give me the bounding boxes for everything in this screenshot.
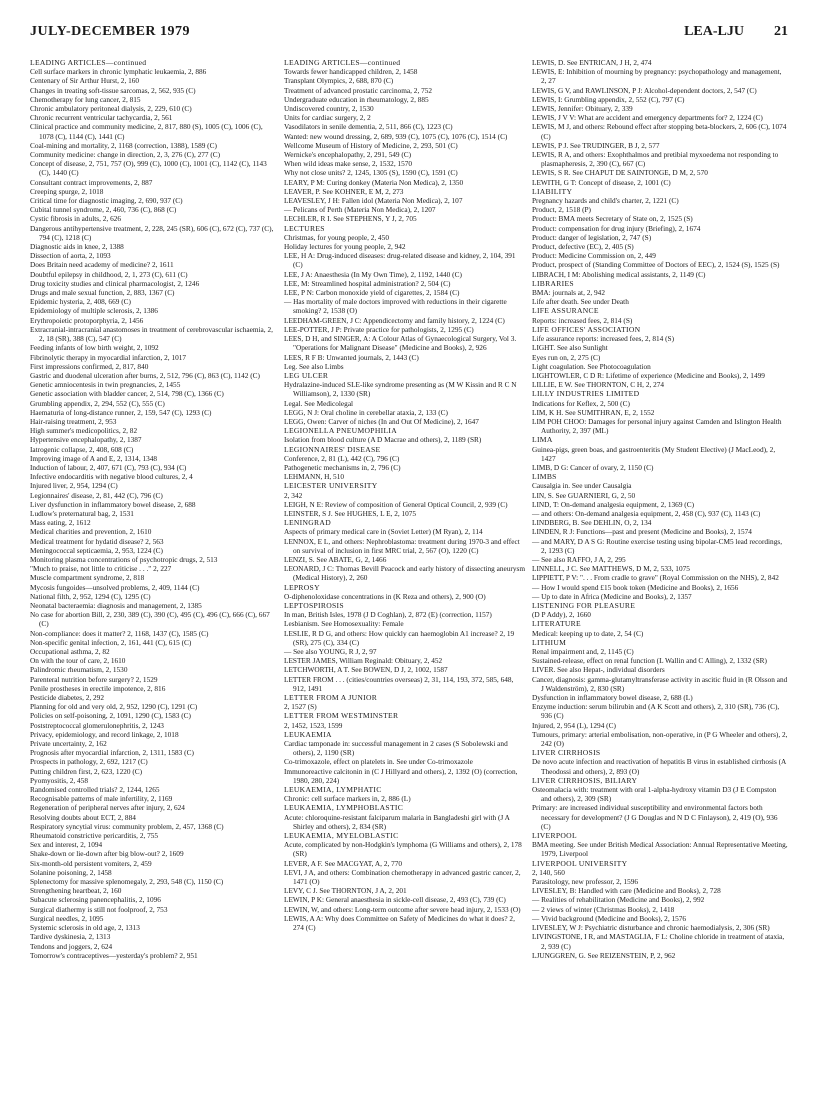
- index-entry: LIM, K H. See SUMITHRAN, E, 2, 1552: [532, 407, 655, 417]
- index-entry: Chronic recurrent ventricular tachycardia, 2, 561: [30, 113, 173, 123]
- index-entry: Diagnostic aids in knee, 2, 1388: [30, 242, 124, 252]
- index-entry: LETTER FROM . . . (cities/countries overseas) 2, 31, 114, 193, 372, 585, 648, 912, 1491: [284, 674, 514, 693]
- index-entry: On with the tour of care, 2, 1610: [30, 656, 126, 666]
- index-entry: Medical charities and prevention, 2, 1610: [30, 527, 152, 537]
- index-entry: LEGG, Owen: Carver of niches (In and Out Of Medicine), 2, 1647: [284, 416, 479, 426]
- index-entry: Genetic association with bladder cancer, 2, 514, 798 (C), 1366 (C): [30, 389, 224, 399]
- index-entry: Isolation from blood culture (A D Macrae and others), 2, 1189 (SR): [284, 435, 482, 445]
- index-entry: Why not close units? 2, 1245, 1305 (S), 1590 (C), 1591 (C): [284, 168, 458, 178]
- index-entry: Indications for Keflex, 2, 500 (C): [532, 398, 630, 408]
- index-entry: Haematuria of long-distance runner, 2, 159, 547 (C), 1293 (C): [30, 407, 212, 417]
- index-heading: LIFE ASSURANCE: [532, 306, 599, 316]
- index-entry: LEWIS, E: Inhibition of mourning by pregnancy: psychopathology and management, 2, 27: [532, 67, 782, 86]
- index-entry: Extracranial-intracranial anastomoses in treatment of cerebrovascular ischaemia, 2, 2, 18 (SR), 388 (C), 547 (C): [30, 324, 273, 344]
- index-entry: Iatrogenic collapse, 2, 408, 608 (C): [30, 444, 134, 454]
- index-entry: LEONARD, J C: Thomas Bevill Peacock and early history of dissecting aneurysm (Medical History), 2, 260: [284, 564, 526, 583]
- index-entry: Ludlow's preternatural bag, 2, 1531: [30, 508, 134, 518]
- index-entry: Chronic ambulatory peritoneal dialysis, 2, 229, 610 (C): [30, 104, 192, 114]
- index-entry: Product, defective (EC), 2, 405 (S): [532, 242, 634, 252]
- index-entry: Community medicine: change in direction, 2, 3, 276 (C), 277 (C): [30, 150, 221, 160]
- index-entry: Hair-raising treatment, 2, 953: [30, 416, 117, 426]
- index-entry: Epidemic hysteria, 2, 408, 669 (C): [30, 297, 131, 307]
- index-heading: LEUKAEMIA, LYMPHOBLASTIC: [284, 803, 404, 813]
- index-entry: Dysfunction in inflammatory bowel disease, 2, 688 (L): [532, 693, 693, 703]
- index-entry: Does Britain need academy of medicine? 2, 1611: [30, 260, 174, 270]
- index-entry: Aspects of primary medical care in (Soviet Letter) (M Ryan), 2, 114: [284, 527, 483, 537]
- index-entry: Induction of labour, 2, 407, 671 (C), 793 (C), 934 (C): [30, 462, 187, 472]
- index-entry: Injured, 2, 954 (L), 1294 (C): [532, 720, 616, 730]
- index-heading: LIFE OFFICES' ASSOCIATION: [532, 324, 641, 334]
- index-entry: Monitoring plasma concentrations of psychotropic drugs, 2, 513: [30, 554, 218, 564]
- index-entry: Erythropoietic protoporphyria, 2, 1456: [30, 315, 144, 325]
- index-entry: Lesbianism. See Homosexuality: Female: [284, 619, 404, 629]
- index-entry: Dangerous antihypertensive treatment, 2, 228, 245 (SR), 606 (C), 672 (C), 737 (C), 794 (C), 1218 (C): [30, 223, 274, 242]
- index-entry: Treatment of advanced prostatic carcinoma, 2, 752: [284, 85, 433, 95]
- index-entry: LEE, P N: Carbon monoxide yield of cigarettes, 2, 1584 (C): [284, 288, 460, 298]
- index-entry: LILLIE, E W. See THORNTON, C H, 2, 274: [532, 380, 665, 390]
- index-heading: LEPROSY: [284, 582, 320, 592]
- index-entry: LEWITH, G T: Concept of disease, 2, 1001 (C): [532, 177, 671, 187]
- index-entry: Medical: keeping up to date, 2, 54 (C): [532, 628, 644, 638]
- index-entry: 2, 1527 (S): [284, 702, 317, 712]
- index-entry: Consultant contract improvements, 2, 887: [30, 177, 153, 187]
- index-entry: Immunoreactive calcitonin in (C J Hillyard and others), 2, 1392 (O) (correction, 1980, 280, 224): [284, 766, 518, 785]
- index-entry: — Vivid background (Medicine and Books), 2, 1576: [532, 913, 687, 923]
- index-entry: LEAVER, P. See KOHNER, E M, 2, 273: [284, 186, 404, 196]
- index-heading: LEGIONNAIRES' DISEASE: [284, 444, 381, 454]
- index-entry: Neonatal bacteraemia: diagnosis and management, 2, 1385: [30, 600, 202, 610]
- index-heading: LIVERPOOL UNIVERSITY: [532, 858, 628, 868]
- index-entry: Sex and interest, 2, 1094: [30, 840, 103, 850]
- index-entry: O-diphenoloxidase concentrations in (K Reza and others), 2, 900 (O): [284, 591, 486, 601]
- index-entry: LEWIN, W, and others: Long-term outcome after severe head injury, 2, 1533 (O): [284, 904, 521, 914]
- index-entry: Putting children first, 2, 623, 1220 (C): [30, 766, 143, 776]
- index-entry: Christmas, for young people, 2, 450: [284, 232, 389, 242]
- index-entry: LEWIS, A A: Why does Committee on Safety of Medicines do what it does? 2, 274 (C): [284, 913, 515, 933]
- index-entry: LEWIS, G V, and RAWLINSON, P J: Alcohol-dependent doctors, 2, 547 (C): [532, 85, 757, 95]
- index-heading: LIMA: [532, 435, 553, 445]
- index-entry: BMA: journals at, 2, 942: [532, 288, 605, 298]
- index-entry: LEVI, J A, and others: Combination chemotherapy in advanced gastric cancer, 2, 1471 (O): [284, 867, 521, 887]
- index-entry: Product: BMA meets Secretary of State on, 2, 1525 (S): [532, 214, 693, 224]
- index-entry: Non-specific genital infection, 2, 161, 441 (C), 615 (C): [30, 637, 192, 647]
- index-entry: Wernicke's encephalopathy, 2, 291, 549 (C): [284, 150, 412, 160]
- index-entry: High summer's medicopolitics, 2, 82: [30, 426, 138, 436]
- index-entry: Doubtful epilepsy in childhood, 2, 1, 273 (C), 611 (C): [30, 269, 188, 279]
- index-entry: Tardive dyskinesia, 2, 1313: [30, 932, 111, 942]
- index-entry: BMA meeting. See under British Medical Association: Annual Representative Meeting, 1979, Liverpool: [532, 840, 788, 859]
- index-entry: Critical time for diagnostic imaging, 2, 690, 937 (C): [30, 196, 183, 206]
- index-entry: Palindromic rheumatism, 2, 1530: [30, 665, 128, 675]
- index-entry: Co-trimoxazole, effect on platelets in. See under Co-trimoxazole: [284, 757, 473, 767]
- index-heading: LETTER FROM A JUNIOR: [284, 693, 378, 703]
- index-entry: LEWIS, Jennifer: Obituary, 2, 339: [532, 104, 633, 114]
- index-entry: LECHLER, R I. See STEPHENS, Y J, 2, 705: [284, 214, 417, 224]
- index-entry: Acute, complicated by non-Hodgkin's lymphoma (G Williams and others), 2, 178 (SR): [284, 840, 522, 859]
- index-entry: Drugs and male sexual function, 2, 883, 1367 (C): [30, 288, 175, 298]
- index-entry: Penile prostheses in erectile impotence, 2, 816: [30, 683, 166, 693]
- index-entry: LEES, R F B: Unwanted journals, 2, 1443 (C): [284, 352, 419, 362]
- index-entry: — See also RAFFO, J A, 2, 295: [532, 554, 626, 564]
- index-entry: Respiratory syncytial virus: community problem, 2, 457, 1368 (C): [30, 821, 224, 831]
- index-entry: Guinea-pigs, green boas, and gastroenteritis (My Student Elective) (J MacLeod), 2, 1427: [532, 444, 776, 463]
- index-column-1: [30, 58, 278, 960]
- index-heading: LEUKAEMIA, MYELOBLASTIC: [284, 831, 399, 841]
- index-entry: Policies on self-poisoning, 2, 1091, 1290 (C), 1583 (C): [30, 711, 191, 721]
- index-entry: Splenectomy for massive splenomegaly, 2, 293, 548 (C), 1150 (C): [30, 877, 224, 887]
- index-column-2: [284, 58, 526, 932]
- index-entry: Systemic sclerosis in old age, 2, 1313: [30, 923, 140, 933]
- index-entry: Centenary of Sir Arthur Hurst, 2, 160: [30, 76, 140, 86]
- index-entry: Pathogenetic mechanisms in, 2, 796 (C): [284, 462, 401, 472]
- index-entry: LEHMANN, H, 510: [284, 472, 344, 482]
- index-entry: LETCHWORTH, A T. See BOWEN, D J, 2, 1002, 1587: [284, 665, 448, 675]
- index-entry: Genetic amniocentesis in twin pregnancies, 2, 1455: [30, 380, 181, 390]
- index-entry: Acute: chloroquine-resistant falciparum malaria in Bangladeshi girl with (J A Shirley and others), 2, 834 (SR): [284, 812, 510, 831]
- index-entry: Grumbling appendix, 2, 294, 552 (C), 555 (C): [30, 398, 165, 408]
- index-heading: LEADING ARTICLES—continued: [284, 58, 401, 67]
- index-entry: Shake-down or lie-down after big blow-out? 2, 1609: [30, 849, 184, 859]
- index-entry: LEWIS, S R. See CHAPUT DE SAINTONGE, D M, 2, 570: [532, 168, 708, 178]
- index-entry: Gastric and duodenal ulceration after burns, 2, 512, 796 (C), 863 (C), 1142 (C): [30, 370, 260, 380]
- index-heading: LETTER FROM WESTMINSTER: [284, 711, 399, 721]
- index-entry: LEE, H A: Drug-induced diseases: drug-related disease and kidney, 2, 104, 391 (C): [284, 251, 516, 270]
- index-entry: "Much to praise, not little to criticise . . ." 2, 227: [30, 564, 172, 574]
- index-entry: Injured liver, 2, 954, 1294 (C): [30, 481, 118, 491]
- index-entry: Dissection of aorta, 2, 1093: [30, 251, 111, 261]
- index-entry: LEGG, N J: Oral choline in cerebellar ataxia, 2, 133 (C): [284, 407, 448, 417]
- index-heading: LIBRARIES: [532, 278, 574, 288]
- index-entry: 2, 342: [284, 490, 303, 500]
- index-entry: Life assurance reports: increased fees, 2, 814 (S): [532, 334, 675, 344]
- index-entry: 2, 140, 560: [532, 867, 565, 877]
- index-entry: Parenteral nutrition before surgery? 2, 1529: [30, 674, 158, 684]
- index-entry: Cancer, diagnosis: gamma-glutamyltransferase activity in ascitic fluid in (R Olsson and J Waldenström), 2, 830 (SR): [532, 674, 788, 693]
- index-entry: — Pelicans of Perth (Materia Non Medica), 2, 1207: [284, 205, 436, 215]
- index-entry: Legal. See Medicolegal: [284, 398, 354, 408]
- index-entry: Prospects in pathology, 2, 692, 1217 (C): [30, 757, 148, 767]
- index-entry: Causalgia in. See under Causalgia: [532, 481, 632, 491]
- index-entry: — Realities of rehabilitation (Medicine and Books), 2, 992: [532, 895, 705, 905]
- index-entry: Mycosis fungoides—unsolved problems, 2, 409, 1144 (C): [30, 582, 200, 592]
- index-entry: LEWIS, M J, and others: Rebound effect after stopping beta-blockers, 2, 606 (C), 1074 (C): [532, 122, 787, 141]
- index-entry: Rheumatoid constrictive pericarditis, 2, 755: [30, 831, 159, 841]
- index-entry: Cell surface markers in chronic lymphatic leukaemia, 2, 886: [30, 67, 207, 77]
- index-entry: LIBRACH, I M: Abolishing medical assistants, 2, 1149 (C): [532, 269, 706, 279]
- index-heading: LISTENING FOR PLEASURE: [532, 600, 636, 610]
- index-entry: Light coagulation. See Photocoagulation: [532, 361, 651, 371]
- index-entry: LEAVESLEY, J H: Fallen idol (Materia Non Medica), 2, 107: [284, 196, 463, 206]
- index-entry: LIGHTOWLER, C D R: Lifetime of experience (Medicine and Books), 2, 1499: [532, 370, 765, 380]
- index-entry: Private uncertainty, 2, 162: [30, 739, 107, 749]
- index-entry: Cystic fibrosis in adults, 2, 626: [30, 214, 122, 224]
- index-entry: LEINSTER, S J. See HUGHES, L E, 2, 1075: [284, 508, 417, 518]
- index-heading: LEG ULCER: [284, 370, 329, 380]
- index-entry: Product: Medicine Commission on, 2, 449: [532, 251, 656, 261]
- index-entry: Randomised controlled trials? 2, 1244, 1265: [30, 785, 160, 795]
- index-entry: Conference, 2, 81 (L), 442 (C), 796 (C): [284, 453, 400, 463]
- index-entry: Planning for old and very old, 2, 952, 1290 (C), 1291 (C): [30, 702, 198, 712]
- index-entry: LEWIS, R A, and others: Exophthalmos and pretibial myxoedema not responding to plasmapheresis, 2, 390 (C), 667 (C): [532, 150, 779, 169]
- index-entry: LINNELL, J C. See MATTHEWS, D M, 2, 533, 1075: [532, 564, 690, 574]
- index-entry: When wild ideas make sense, 2, 1532, 1570: [284, 159, 413, 169]
- index-entry: Pyomyositis, 2, 458: [30, 775, 88, 785]
- index-entry: LIPPIETT, P V: ". . . From cradle to grave" (Royal Commission on the NHS), 2, 842: [532, 573, 779, 583]
- index-entry: Strengthening heartbeat, 2, 160: [30, 886, 122, 896]
- index-entry: Undergraduate education in rheumatology, 2, 885: [284, 94, 429, 104]
- index-entry: Pesticide diabetes, 2, 292: [30, 693, 104, 703]
- index-heading: LIVER CIRRHOSIS, BILIARY: [532, 775, 638, 785]
- index-entry: Renal impairment and, 2, 1145 (C): [532, 647, 634, 656]
- index-heading: LENINGRAD: [284, 518, 331, 528]
- index-entry: (D P Addy), 2, 1660: [532, 610, 591, 620]
- page-header: [30, 24, 788, 44]
- index-entry: Eyes run on, 2, 275 (C): [532, 352, 601, 362]
- index-entry: — Up to date in Africa (Medicine and Books), 2, 1357: [532, 591, 692, 601]
- index-entry: Privacy, epidemiology, and record linkage, 2, 1018: [30, 729, 179, 739]
- index-entry: Chemotherapy for lung cancer, 2, 815: [30, 94, 141, 104]
- index-entry: Sustained-release, effect on renal function (L Wallin and C Alling), 2, 1332 (SR): [532, 656, 767, 666]
- index-entry: Units for cardiac surgery, 2, 2: [284, 113, 371, 123]
- index-entry: Liver dysfunction in inflammatory bowel disease, 2, 688: [30, 499, 196, 509]
- index-entry: Fibrinolytic therapy in myocardial infarction, 2, 1017: [30, 352, 187, 362]
- index-heading: LILLY INDUSTRIES LIMITED: [532, 389, 640, 399]
- index-entry: Subacute sclerosing panencephalitis, 2, 1096: [30, 895, 161, 905]
- index-entry: Improving image of A and E, 2, 1314, 1348: [30, 453, 158, 463]
- index-entry: Non-compliance: does it matter? 2, 1168, 1437 (C), 1585 (C): [30, 628, 209, 638]
- index-entry: Medical treatment for hydatid disease? 2, 563: [30, 536, 164, 546]
- index-entry: Changes in treating soft-tissue sarcomas, 2, 562, 935 (C): [30, 85, 196, 95]
- index-entry: LIVER. See also Hepat-, individual disorders: [532, 665, 665, 675]
- index-entry: LIVESLEY, W J: Psychiatric disturbance and chronic haemodialysis, 2, 306 (SR): [532, 923, 770, 933]
- index-entry: LIND, T: On-demand analgesia equipment, 2, 1369 (C): [532, 499, 695, 509]
- index-entry: LEWIS, I: Grumbling appendix, 2, 552 (C), 797 (C): [532, 94, 685, 104]
- index-entry: LEWIN, P K: General anaesthesia in sickle-cell disease, 2, 493 (C), 739 (C): [284, 895, 506, 905]
- index-heading: LEGIONELLA PNEUMOPHILIA: [284, 426, 397, 436]
- index-entry: LEVER, A F. See MACGYAT, A, 2, 770: [284, 858, 403, 868]
- index-entry: In man, British Isles, 1978 (J D Coghlan), 2, 872 (E) (correction, 1157): [284, 610, 492, 620]
- index-heading: LEADING ARTICLES—continued: [30, 58, 147, 67]
- index-entry: Vasodilators in senile dementia, 2, 511, 866 (C), 1223 (C): [284, 122, 453, 132]
- index-entry: Concept of disease, 2, 751, 757 (O), 999 (C), 1000 (C), 1001 (C), 1142 (C), 1143 (C), 1440 (C): [30, 159, 267, 178]
- index-section-range: LEA-LJU: [684, 24, 744, 39]
- index-entry: Holiday lectures for young people, 2, 942: [284, 242, 406, 252]
- index-entry: Enzyme induction: serum bilirubin and (A K Scott and others), 2, 310 (SR), 736 (C), 936 (C): [532, 702, 780, 721]
- index-entry: Coal-mining and mortality, 2, 1168 (correction, 1388), 1589 (C): [30, 140, 217, 150]
- index-entry: Product, prospect of (Standing Committee of Doctors of EEC), 2, 1524 (S), 1525 (S): [532, 260, 780, 270]
- index-entry: Muscle compartment syndrome, 2, 818: [30, 573, 145, 583]
- index-entry: LEARY, P M: Curing donkey (Materia Non Medica), 2, 1350: [284, 177, 464, 187]
- index-entry: LEWIS, P J. See TRUDINGER, B J, 2, 577: [532, 140, 660, 150]
- index-entry: Product, 2, 1518 (P): [532, 205, 591, 215]
- index-entry: Life after death. See under Death: [532, 297, 629, 307]
- index-entry: LEES, D H, and SINGER, A: A Colour Atlas of Gynaecological Surgery, Vol 3. "Operations for Malignant Disease" (Medicine and Books), 2, 926: [284, 334, 517, 353]
- index-entry: LESLIE, R D G, and others: How quickly can haemoglobin A1 increase? 2, 19 (SR), 275 (C), 334 (C): [284, 628, 515, 647]
- index-entry: Regeneration of peripheral nerves after injury, 2, 624: [30, 803, 185, 813]
- index-entry: LIM POH CHOO: Damages for personal injury against Camden and Islington Health Authority, 2, 397 (ML): [532, 416, 782, 436]
- index-entry: LIN, S. See GUARNIERI, G, 2, 50: [532, 490, 636, 500]
- index-entry: Tomorrow's contraceptives—yesterday's problem? 2, 951: [30, 950, 198, 960]
- index-entry: Tumours, primary: arterial embolisation, non-operative, in (P G Wheeler and others), 2, 242 (O): [532, 729, 788, 749]
- index-entry: Clinical practice and community medicine, 2, 817, 880 (S), 1005 (C), 1006 (C), 1078 (C), 1144 (C), 1441 (C): [30, 122, 263, 141]
- index-entry: LENNOX, E L, and others: Nephroblastoma: treatment during 1970-3 and effect on survival of inclusion in first MRC trial, 2, 567 (O), 1220 (C): [284, 536, 520, 555]
- index-entry: Feeding infants of low birth weight, 2, 1092: [30, 343, 159, 353]
- index-entry: Prognosis after myocardial infarction, 2, 1311, 1583 (C): [30, 748, 194, 758]
- index-entry: LIVESLEY, B: Handled with care (Medicine and Books), 2, 728: [532, 886, 721, 896]
- index-entry: Tendons and joggers, 2, 624: [30, 941, 113, 951]
- index-column-3: [532, 58, 788, 960]
- header-right: [654, 24, 788, 40]
- index-entry: Recognisable patterns of male infertility, 2, 1169: [30, 794, 173, 804]
- index-heading: LEPTOSPIROSIS: [284, 600, 344, 610]
- index-entry: LIVINGSTONE, I R, and MASTAGLIA, F L: Choline chloride in treatment of ataxia, 2, 939 (C): [532, 932, 785, 951]
- index-entry: LIGHT. See also Sunlight: [532, 343, 608, 353]
- index-entry: LINDEN, R J: Functions—past and present (Medicine and Books), 2, 1574: [532, 527, 752, 537]
- index-entry: Product: compensation for drug injury (Briefing), 2, 1674: [532, 223, 701, 233]
- index-entry: Meningococcal septicaemia, 2, 953, 1224 (C): [30, 545, 163, 555]
- index-entry: Mass eating, 2, 1612: [30, 518, 91, 528]
- index-entry: First impressions confirmed, 2, 817, 840: [30, 361, 149, 371]
- index-heading: LITERATURE: [532, 619, 581, 629]
- index-entry: — Has mortality of male doctors improved with reductions in their cigarette smoking? 2, 1538 (O): [284, 297, 507, 316]
- index-entry: Solanine poisoning, 2, 1458: [30, 867, 112, 877]
- index-entry: Surgical needles, 2, 1095: [30, 913, 104, 923]
- index-entry: LEWIS, D. See ENTRICAN, J H, 2, 474: [532, 58, 652, 67]
- index-entry: Transplant Olympics, 2, 688, 870 (C): [284, 76, 394, 86]
- index-entry: LJUNGGREN, G. See REIZENSTEIN, P, 2, 962: [532, 950, 676, 960]
- index-entry: Hypertensive encephalopathy, 2, 1387: [30, 435, 142, 445]
- index-entry: Product: danger of legislation, 2, 747 (S): [532, 232, 652, 242]
- index-entry: Towards fewer handicapped children, 2, 1458: [284, 67, 418, 77]
- index-entry: LEWIS, J V V: What are accident and emergency departments for? 2, 1224 (C): [532, 113, 763, 123]
- index-heading: LECTURES: [284, 223, 325, 233]
- index-entry: LINDBERG, B. See DEHLIN, O, 2, 134: [532, 518, 652, 528]
- index-entry: LEIGH, N E: Review of composition of General Optical Council, 2, 939 (C): [284, 499, 508, 509]
- index-heading: LEUKAEMIA, LYMPHATIC: [284, 785, 382, 795]
- index-entry: Wanted: new wound dressing, 2, 689, 939 (C), 1075 (C), 1076 (C), 1514 (C): [284, 131, 508, 141]
- index-heading: LITHIUM: [532, 637, 567, 647]
- index-entry: Pregnancy hazards and child's charter, 2, 1221 (C): [532, 196, 679, 206]
- index-entry: Chronic: cell surface markers in, 2, 886 (L): [284, 794, 411, 804]
- index-entry: — See also YOUNG, R J, 2, 97: [284, 647, 377, 656]
- issue-period: JULY-DECEMBER 1979: [30, 24, 191, 39]
- index-entry: Creeping spurge, 2, 1018: [30, 186, 104, 196]
- index-entry: Leg. See also Limbs: [284, 361, 344, 371]
- index-entry: Reports: increased fees, 2, 814 (S): [532, 315, 633, 325]
- page-number: 21: [774, 24, 788, 39]
- index-entry: Drug toxicity studies and clinical pharmacologist, 2, 1246: [30, 278, 200, 288]
- index-entry: — and MARY, D A S G: Routine exercise testing using bipolar-CM5 lead recordings, 2, 1293 (C): [532, 536, 783, 555]
- index-entry: Six-month-old persistent vomiters, 2, 459: [30, 858, 152, 868]
- index-entry: Surgical diathermy is still not foolproof, 2, 753: [30, 904, 168, 914]
- index-entry: LEE, J A: Anaesthesia (In My Own Time), 2, 1192, 1440 (C): [284, 269, 462, 279]
- index-entry: Osteomalacia with: treatment with oral 1-alpha-hydroxy vitamin D3 (J E Compston and others), 2, 309 (SR): [532, 785, 777, 804]
- index-entry: National filth, 2, 952, 1294 (C), 1295 (C): [30, 591, 151, 601]
- index-entry: Epidemiology of multiple sclerosis, 2, 1386: [30, 306, 158, 316]
- index-entry: — and others: On-demand analgesia equipment, 2, 458 (C), 937 (C), 1143 (C): [532, 508, 761, 518]
- index-heading: LEICESTER UNIVERSITY: [284, 481, 378, 491]
- index-entry: Primary: are increased individual susceptibility and environmental factors both necessary for development? (J G Douglas and N D C Finlayson), 2, 419 (O), 936 (C): [532, 803, 778, 831]
- index-entry: LEEDHAM-GREEN, J C: Appendicectomy and family history, 2, 1224 (C): [284, 315, 505, 325]
- index-entry: Cardiac tamponade in: successful management in 2 cases (S Sobolewski and others), 2, 1190 (SR): [284, 739, 508, 758]
- index-heading: LEUKAEMIA: [284, 729, 332, 739]
- index-entry: — How I would spend £15 book token (Medicine and Books), 2, 1656: [532, 582, 739, 592]
- index-heading: LIABILITY: [532, 186, 573, 196]
- index-entry: Infective endocarditis with negative blood cultures, 2, 4: [30, 472, 193, 482]
- index-entry: Poststreptococcal glomerulonephritis, 2, 1243: [30, 720, 164, 730]
- index-heading: LIVER CIRRHOSIS: [532, 748, 601, 758]
- index-entry: LENZI, S. See ABATE, G, 2, 1466: [284, 554, 387, 564]
- index-entry: LESTER JAMES, William Reginald: Obituary, 2, 452: [284, 656, 443, 666]
- index-entry: LEE, M: Streamlined hospital administration? 2, 504 (C): [284, 278, 451, 288]
- index-entry: Wellcome Museum of History of Medicine, 2, 293, 501 (C): [284, 140, 458, 150]
- index-entry: Parasitology, new professor, 2, 1596: [532, 877, 639, 887]
- index-entry: Undiscovered country, 2, 1530: [284, 104, 374, 114]
- index-entry: No case for abortion Bill, 2, 230, 389 (C), 390 (C), 495 (C), 496 (C), 666 (C), 667 (C): [30, 610, 270, 629]
- index-entry: De novo acute infection and reactivation of hepatitis B virus in established cirrhosis (A Theodossi and others), 2, 893 (O): [532, 757, 786, 776]
- index-entry: Cubital tunnel syndrome, 2, 460, 736 (C), 868 (C): [30, 205, 177, 215]
- index-entry: LEE-POTTER, J P: Private practice for pathologists, 2, 1295 (C): [284, 324, 474, 334]
- index-entry: Legionnaires' disease, 2, 81, 442 (C), 796 (C): [30, 490, 163, 500]
- index-entry: Occupational asthma, 2, 82: [30, 647, 110, 656]
- index-entry: LIMB, D G: Cancer of ovary, 2, 1150 (C): [532, 462, 654, 472]
- index-entry: Resolving doubts about ECT, 2, 884: [30, 812, 136, 822]
- index-heading: LIMBS: [532, 472, 557, 482]
- index-entry: Hydralazine-induced SLE-like syndrome presenting as (M W Kissin and R C N Williamson), 2, 1330 (SR): [284, 380, 517, 399]
- index-entry: — 2 views of winter (Christmas Books), 2, 1418: [532, 904, 675, 914]
- index-entry: LEVY, C J. See THORNTON, J A, 2, 201: [284, 886, 407, 896]
- index-entry: 2, 1452, 1523, 1599: [284, 720, 343, 730]
- index-heading: LIVERPOOL: [532, 831, 577, 841]
